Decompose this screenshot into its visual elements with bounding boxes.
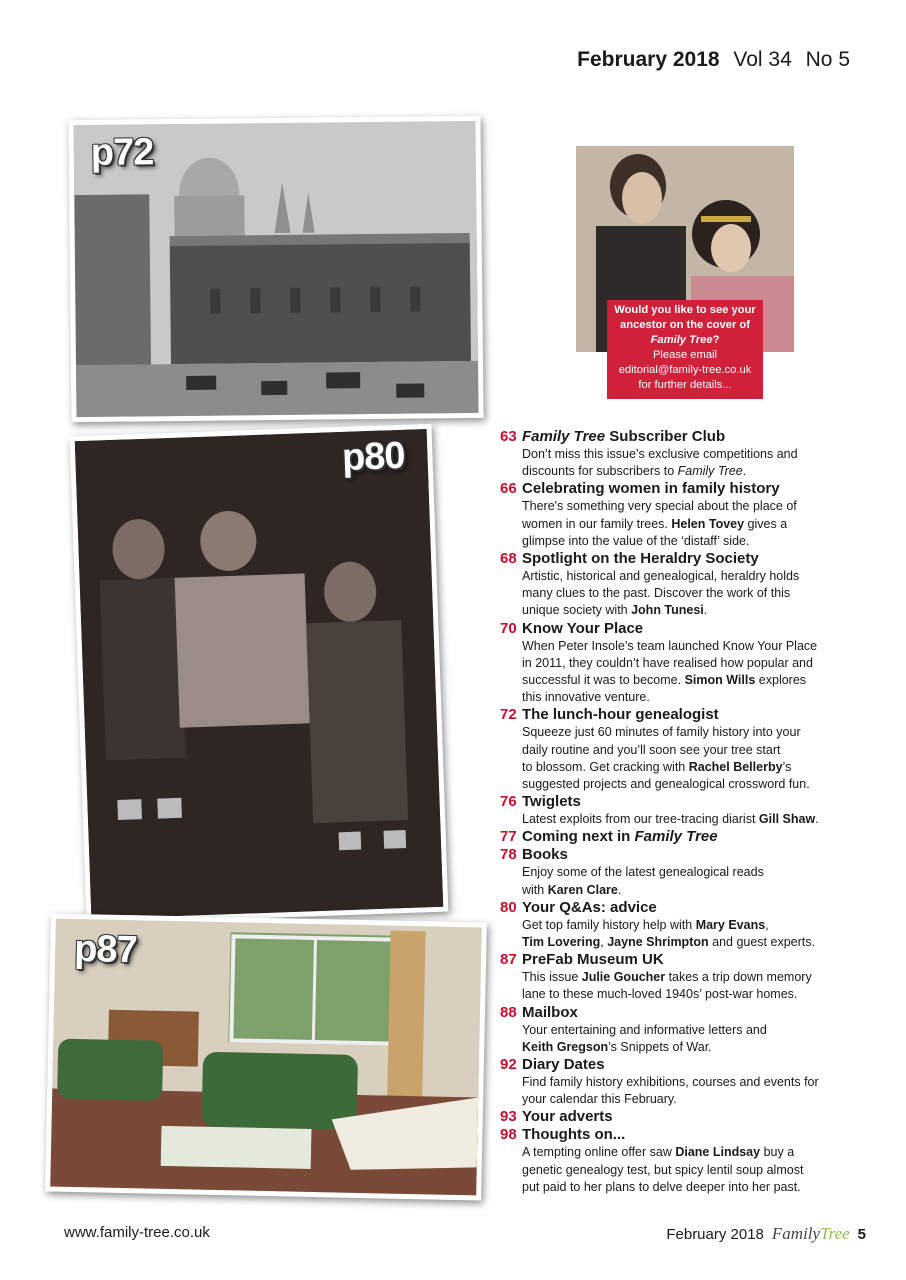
footer-url[interactable]: www.family-tree.co.uk: [64, 1224, 210, 1241]
contents-entry-92[interactable]: [500, 1056, 850, 1108]
entry-page-number: 80: [500, 898, 517, 916]
contents-entry-88[interactable]: [500, 1004, 850, 1056]
photo-p80: [70, 424, 449, 924]
cover-invite-line1: Would you like to see your: [614, 304, 756, 316]
footer-date: February 2018: [666, 1226, 764, 1243]
entry-title: Spotlight on the Heraldry Society: [522, 550, 759, 568]
page-tag-p72: p72: [90, 131, 154, 174]
issue-header: [577, 48, 850, 72]
issue-volume: Vol 34: [733, 48, 792, 71]
entry-title: Celebrating women in family history: [522, 480, 780, 498]
contents-entry-80[interactable]: [500, 899, 850, 951]
entry-title-italic: Family Tree: [522, 428, 606, 445]
cover-invite-line4: Please email: [652, 349, 718, 361]
contents-entry-66[interactable]: [500, 480, 850, 550]
entry-title: Coming next in: [522, 828, 635, 846]
entry-title: Know Your Place: [522, 619, 644, 637]
footer-right: [666, 1224, 866, 1244]
entry-page-number: 88: [500, 1003, 517, 1021]
entry-description: Artistic, historical and genealogical, heraldry holds many clues to the past. Discover the work of this unique society with John Tunesi.: [522, 569, 800, 618]
contents-entry-77[interactable]: [500, 828, 850, 846]
entry-title: Your adverts: [522, 1108, 613, 1126]
cover-invite-box: [607, 300, 763, 399]
entry-page-number: 78: [500, 846, 517, 864]
entry-description: Get top family history help with Mary Evans, Tim Lovering, Jayne Shrimpton and guest experts.: [522, 917, 815, 950]
entry-title: The lunch-hour genealogist: [522, 706, 719, 724]
entry-page-number: 87: [500, 951, 517, 969]
entry-page-number: 68: [500, 550, 517, 568]
photo-p72: [68, 116, 483, 422]
contents-entry-87[interactable]: [500, 951, 850, 1003]
entry-title: Twiglets: [522, 793, 581, 811]
contents-entry-68[interactable]: [500, 550, 850, 620]
entry-title: Mailbox: [522, 1003, 578, 1021]
page-number: 5: [857, 1226, 866, 1243]
entry-page-number: 77: [500, 828, 517, 846]
contents-entry-93[interactable]: [500, 1108, 850, 1126]
contents-entry-98[interactable]: [500, 1126, 850, 1196]
cover-invite-email[interactable]: editorial@family-tree.co.uk: [618, 364, 752, 376]
entry-description: Don’t miss this issue’s exclusive competitions and discounts for subscribers to Family Tree.: [522, 447, 798, 479]
entry-description: When Peter Insole’s team launched Know Your Place in 2011, they couldn’t have realised how popular and successful it was to become. Simon Wills explores this innovative venture.: [522, 638, 818, 705]
entry-page-number: 72: [500, 706, 517, 724]
contents-list: [500, 428, 850, 1196]
entry-description: Squeeze just 60 minutes of family history into your daily routine and you’ll soon see your tree start to blossom. Get cracking with Rachel Bellerby’s suggested projects and genealogical crossword fun.: [522, 725, 810, 792]
photo-p87: [45, 913, 487, 1200]
entry-description: This issue Julie Goucher takes a trip down memory lane to these much-loved 1940s’ post-war homes.: [522, 970, 812, 1002]
entry-page-number: 92: [500, 1056, 517, 1074]
entry-page-number: 63: [500, 428, 517, 445]
entry-page-number: 66: [500, 480, 517, 498]
contents-entry-63[interactable]: [500, 428, 850, 480]
page-tag-p80: p80: [341, 434, 406, 479]
cover-invite-line6: for further details...: [638, 379, 732, 391]
entry-title: Your Q&As: advice: [522, 898, 657, 916]
page-tag-p87: p87: [73, 927, 138, 972]
entry-description: A tempting online offer saw Diane Lindsay buy a genetic genealogy test, but spicy lentil soup almost put paid to her plans to delve deeper into her past.: [522, 1145, 804, 1194]
entry-description: Your entertaining and informative letters and Keith Gregson’s Snippets of War.: [522, 1022, 767, 1054]
entry-title-italic: Family Tree: [634, 828, 718, 846]
photo-p80-image: [75, 429, 443, 919]
three-children-portrait: [75, 429, 443, 919]
cover-invite-qmark: ?: [712, 334, 720, 346]
entry-page-number: 93: [500, 1108, 517, 1126]
contents-entry-70[interactable]: [500, 620, 850, 707]
contents-entry-76[interactable]: [500, 793, 850, 828]
entry-description: Enjoy some of the latest genealogical reads with Karen Clare.: [522, 865, 764, 897]
entry-title: PreFab Museum UK: [522, 951, 664, 969]
entry-title: Thoughts on...: [522, 1126, 626, 1144]
entry-page-number: 76: [500, 793, 517, 811]
entry-title: Books: [522, 846, 568, 864]
cover-invite-line2: ancestor on the cover of: [620, 319, 750, 331]
issue-number: No 5: [805, 48, 850, 71]
entry-page-number: 70: [500, 619, 517, 637]
entry-title: Subscriber Club: [605, 428, 726, 445]
issue-date: February 2018: [577, 48, 720, 71]
contents-entry-78[interactable]: [500, 846, 850, 898]
entry-description: There's something very special about the place of women in our family trees. Helen Tovey gives a glimpse into the value of the ‘distaff’ side.: [522, 499, 797, 548]
entry-title: Diary Dates: [522, 1056, 605, 1074]
entry-description: Find family history exhibitions, courses and events for your calendar this February.: [522, 1075, 819, 1107]
entry-page-number: 98: [500, 1126, 517, 1144]
cover-invite-magazine: Family Tree: [650, 334, 713, 346]
entry-description: Latest exploits from our tree-tracing diarist Gill Shaw.: [522, 812, 819, 827]
family-tree-logo: FamilyTree: [771, 1224, 850, 1243]
contents-entry-72[interactable]: [500, 706, 850, 793]
